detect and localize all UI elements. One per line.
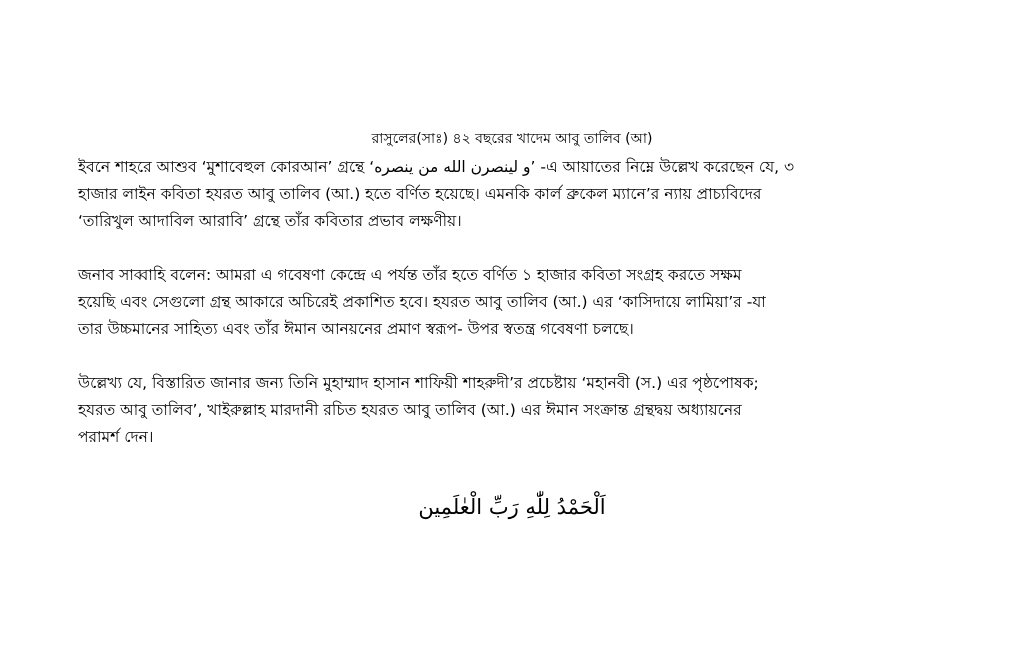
paragraph-line: হয়েছি এবং সেগুলো গ্রন্থ আকারে অচিরেই প্রকাশিত হবে। হযরত আবু তালিব (আ.) এর ‘কাসিদায়ে লামিয়া’র -যা (78, 293, 766, 311)
paragraph-line: উল্লেখ্য যে, বিস্তারিত জানার জন্য তিনি মুহাম্মাদ হাসান শাফিয়ী শাহরুদী’র প্রচেষ্টায় ‘মহানবী (স.) এর পৃষ্ঠপোষক; (78, 374, 759, 392)
paragraph-line: তার উচ্চমানের সাহিত্য এবং তাঁর ঈমান আনয়নের প্রমাণ স্বরূপ- উপর স্বতন্ত্র গবেষণা চলছে। (78, 320, 634, 338)
paragraph-line: ‘তারিখুল আদাবিল আরাবি’ গ্রন্থে তাঁর কবিতার প্রভাব লক্ষণীয়। (78, 212, 462, 230)
paragraph-1 (78, 154, 958, 235)
paragraph-line: হযরত আবু তালিব’, খাইরুল্লাহ মারদানী রচিত হযরত আবু তালিব (আ.) এর ঈমান সংক্রান্ত গ্রন্থদ্বয় অধ্যায়নের (78, 401, 742, 419)
document-title: রাসুলের(সাঃ) ৪২ বছরের খাদেম আবু তালিব (আ) (371, 131, 653, 147)
closing-phrase-arabic: اَلْحَمْدُ لِلّٰهِ رَبِّ الْعٰلَمِين (418, 495, 606, 519)
paragraph-line: ইবনে শাহরে আশুব ‘মুশাবেহুল কোরআন’ গ্রন্থে ‘و لینصرن الله من ینصره’ -এ আয়াতের নিম্নে উল্লেখ করেছেন যে, ৩ (78, 158, 795, 176)
paragraph-line: পরামর্শ দেন। (78, 428, 154, 446)
paragraph-line: জনাব সাব্বাহি বলেন: আমরা এ গবেষণা কেন্দ্রে এ পর্যন্ত তাঁর হতে বর্ণিত ১ হাজার কবিতা সংগ্রহ করতে সক্ষম (78, 266, 742, 284)
paragraph-3 (78, 370, 958, 451)
paragraph-line: হাজার লাইন কবিতা হযরত আবু তালিব (আ.) হতে বর্ণিত হয়েছে। এমনকি কার্ল ব্রুকেল ম্যানে’র ন্যায় প্রাচ্যবিদের (78, 185, 762, 203)
paragraph-2 (78, 262, 958, 343)
